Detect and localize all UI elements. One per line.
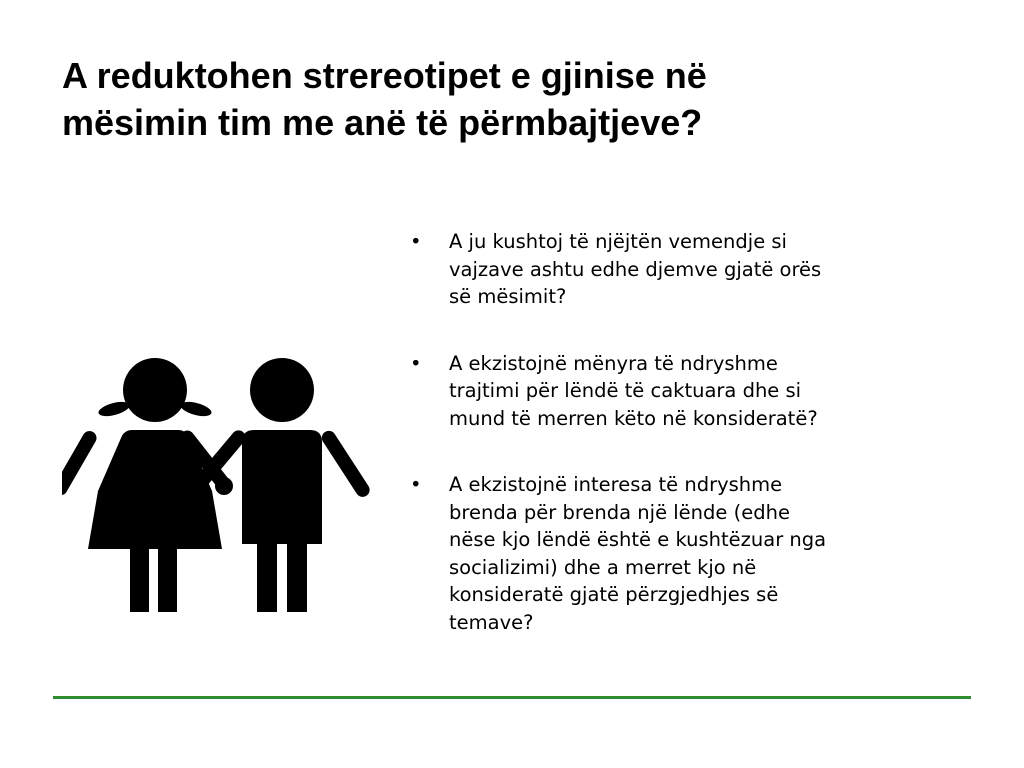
girl-and-boy-holding-hands-icon bbox=[62, 336, 378, 636]
bullet-marker: • bbox=[410, 351, 422, 375]
bullet-marker: • bbox=[410, 473, 422, 496]
children-illustration bbox=[62, 336, 378, 636]
bullet-3-line-6: temave? bbox=[449, 610, 534, 634]
slide-title bbox=[62, 52, 962, 146]
girl-arm-left bbox=[62, 429, 99, 498]
boy-arm-right bbox=[319, 428, 372, 499]
bullet-3-line-4: socializimi) dhe a merret kjo në bbox=[449, 555, 757, 579]
bullet-item-2 bbox=[410, 350, 970, 433]
bullet-list bbox=[410, 228, 970, 675]
bullet-3-line-2: brenda për brenda një lënde (edhe bbox=[449, 500, 790, 524]
boy-torso bbox=[242, 430, 322, 544]
bullet-3-line-1: A ekzistojnë interesa të ndryshme bbox=[449, 473, 783, 496]
girl-leg-left bbox=[130, 544, 149, 612]
slide-title-line-2: mësimin tim me anë të përmbajtjeve? bbox=[62, 102, 703, 143]
bullet-1-line-3: së mësimit? bbox=[449, 285, 567, 308]
girl-head bbox=[123, 358, 187, 422]
footer-divider bbox=[53, 696, 971, 699]
joined-hands bbox=[215, 477, 233, 495]
bullet-3-line-3: nëse kjo lëndë është e kushtëzuar nga bbox=[449, 528, 827, 551]
bullet-1-line-1: A ju kushtoj të njëjtën vemendje si bbox=[449, 230, 787, 253]
boy-leg-left bbox=[257, 540, 277, 612]
girl-leg-right bbox=[158, 544, 177, 612]
bullet-2-line-3: mund të merren këto në konsideratë? bbox=[449, 406, 818, 430]
boy-leg-right bbox=[287, 540, 307, 612]
bullet-marker: • bbox=[410, 230, 422, 253]
bullet-2-line-1: A ekzistojnë mënyra të ndryshme bbox=[449, 351, 778, 375]
bullet-1-line-2: vajzave ashtu edhe djemve gjatë orës bbox=[449, 257, 822, 281]
bullet-item-1 bbox=[410, 228, 970, 311]
bullet-item-3 bbox=[410, 471, 970, 636]
bullet-2-line-2: trajtimi për lëndë të caktuara dhe si bbox=[449, 379, 802, 402]
slide-title-line-1: A reduktohen strereotipet e gjinise në bbox=[62, 55, 707, 96]
bullet-3-line-5: konsideratë gjatë përzgjedhjes së bbox=[449, 583, 779, 606]
boy-head bbox=[250, 358, 314, 422]
